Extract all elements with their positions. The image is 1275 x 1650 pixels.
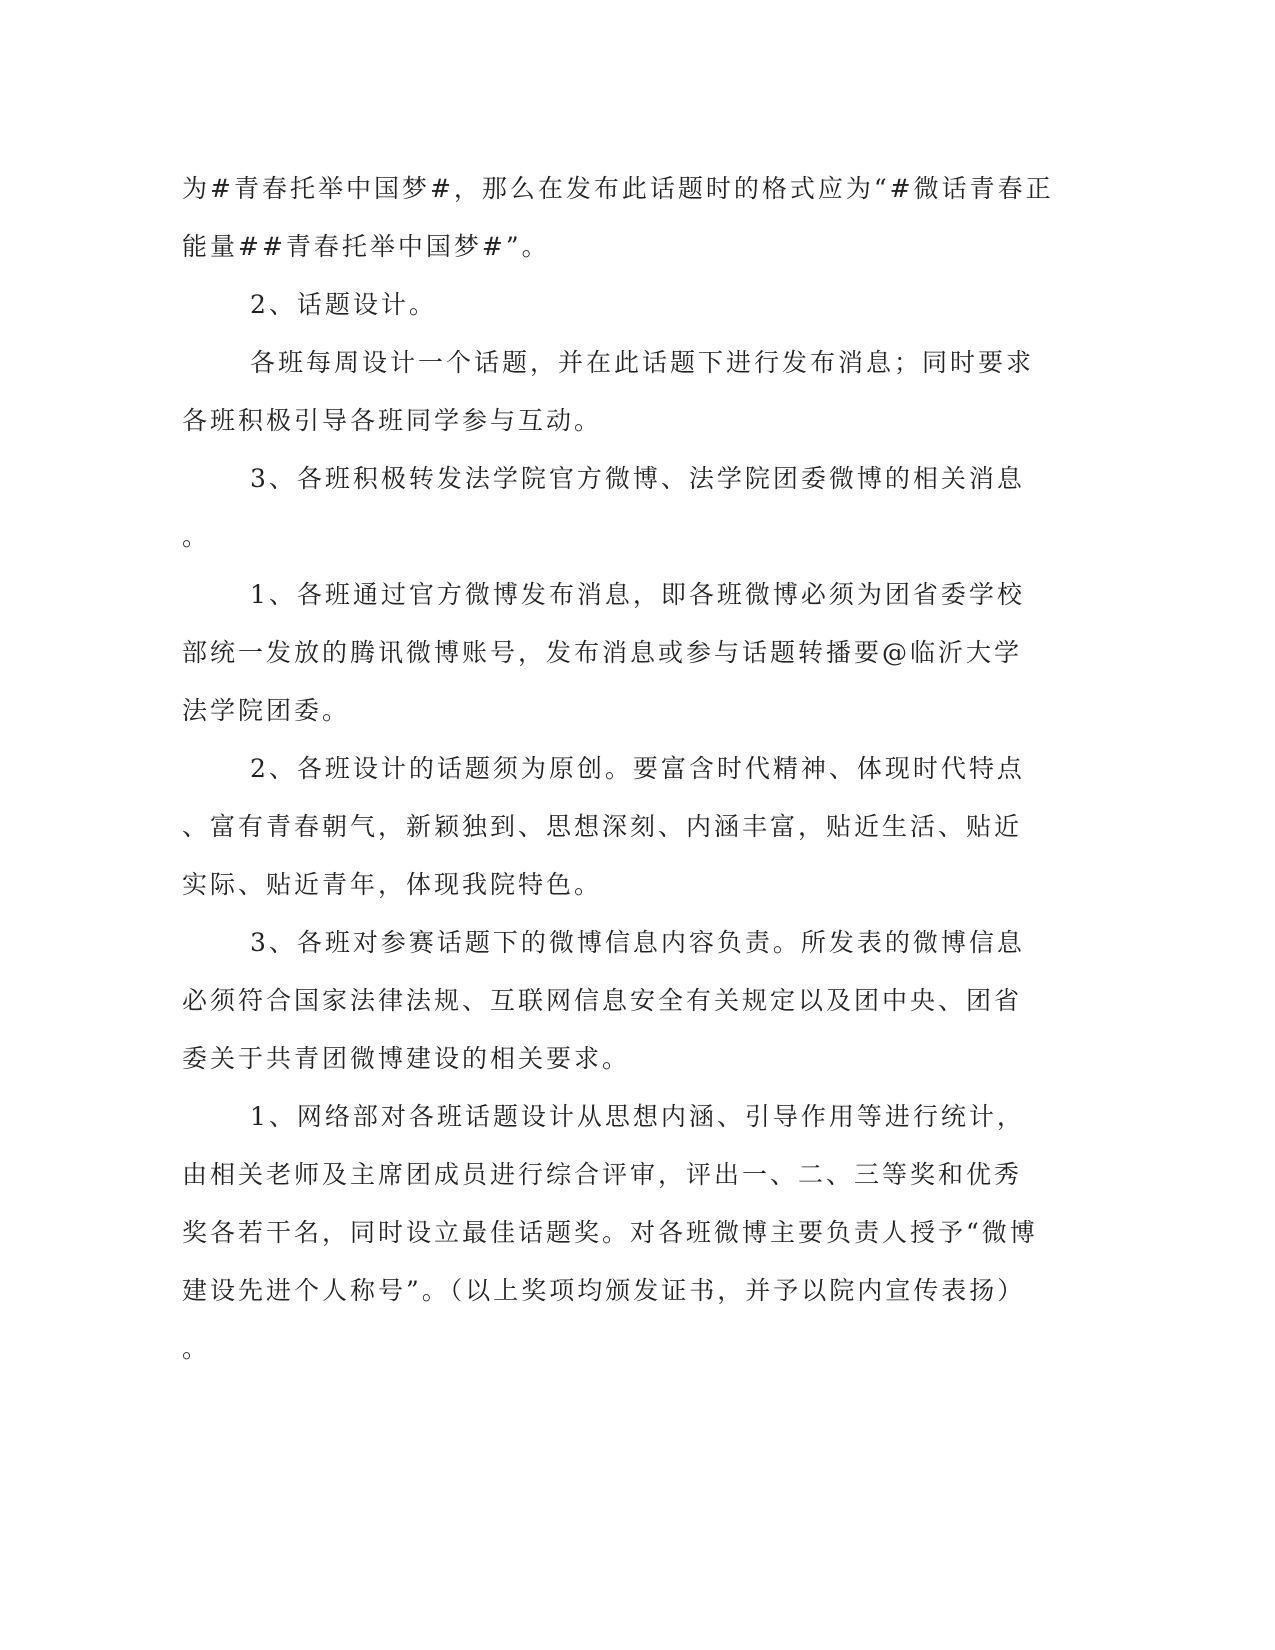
text-line: 部统一发放的腾讯微博账号，发布消息或参与话题转播要@临沂大学 [182,638,1023,667]
text-line: 建设先进个人称号”。（以上奖项均颁发证书，并予以院内宣传表扬） [182,1276,1026,1305]
text-line: 3、各班积极转发法学院官方微博、法学院团委微博的相关消息 [250,464,1025,493]
text-line: 必须符合国家法律法规、互联网信息安全有关规定以及团中央、团省 [182,986,1023,1015]
text-line: 1、网络部对各班话题设计从思想内涵、引导作用等进行统计， [250,1102,1025,1131]
text-line: 法学院团委。 [182,696,351,725]
section-heading: 2、话题设计。 [250,290,437,319]
text-line: 实际、贴近青年，体现我院特色。 [182,870,603,899]
text-line: 1、各班通过官方微博发布消息，即各班微博必须为团省委学校 [250,580,1025,609]
text-line: 委关于共青团微博建设的相关要求。 [182,1044,631,1073]
text-line: 、富有青春朝气，新颖独到、思想深刻、内涵丰富，贴近生活、贴近 [182,812,1023,841]
text-line: 。 [182,522,211,551]
text-line: 各班每周设计一个话题，并在此话题下进行发布消息；同时要求 [250,348,1035,377]
text-line: 2、各班设计的话题须为原创。要富含时代精神、体现时代特点 [250,754,1025,783]
text-line: 。 [182,1334,211,1363]
text-line: 3、各班对参赛话题下的微博信息内容负责。所发表的微博信息 [250,928,1025,957]
document-body [182,160,1054,1378]
text-line: 各班积极引导各班同学参与互动。 [182,406,603,435]
text-line: 能量##青春托举中国梦#”。 [182,232,550,261]
text-line: 奖各若干名，同时设立最佳话题奖。对各班微博主要负责人授予“微博 [182,1218,1038,1247]
text-line: 由相关老师及主席团成员进行综合评审，评出一、二、三等奖和优秀 [182,1160,1023,1189]
text-line: 为#青春托举中国梦#，那么在发布此话题时的格式应为“#微话青春正 [182,174,1054,203]
